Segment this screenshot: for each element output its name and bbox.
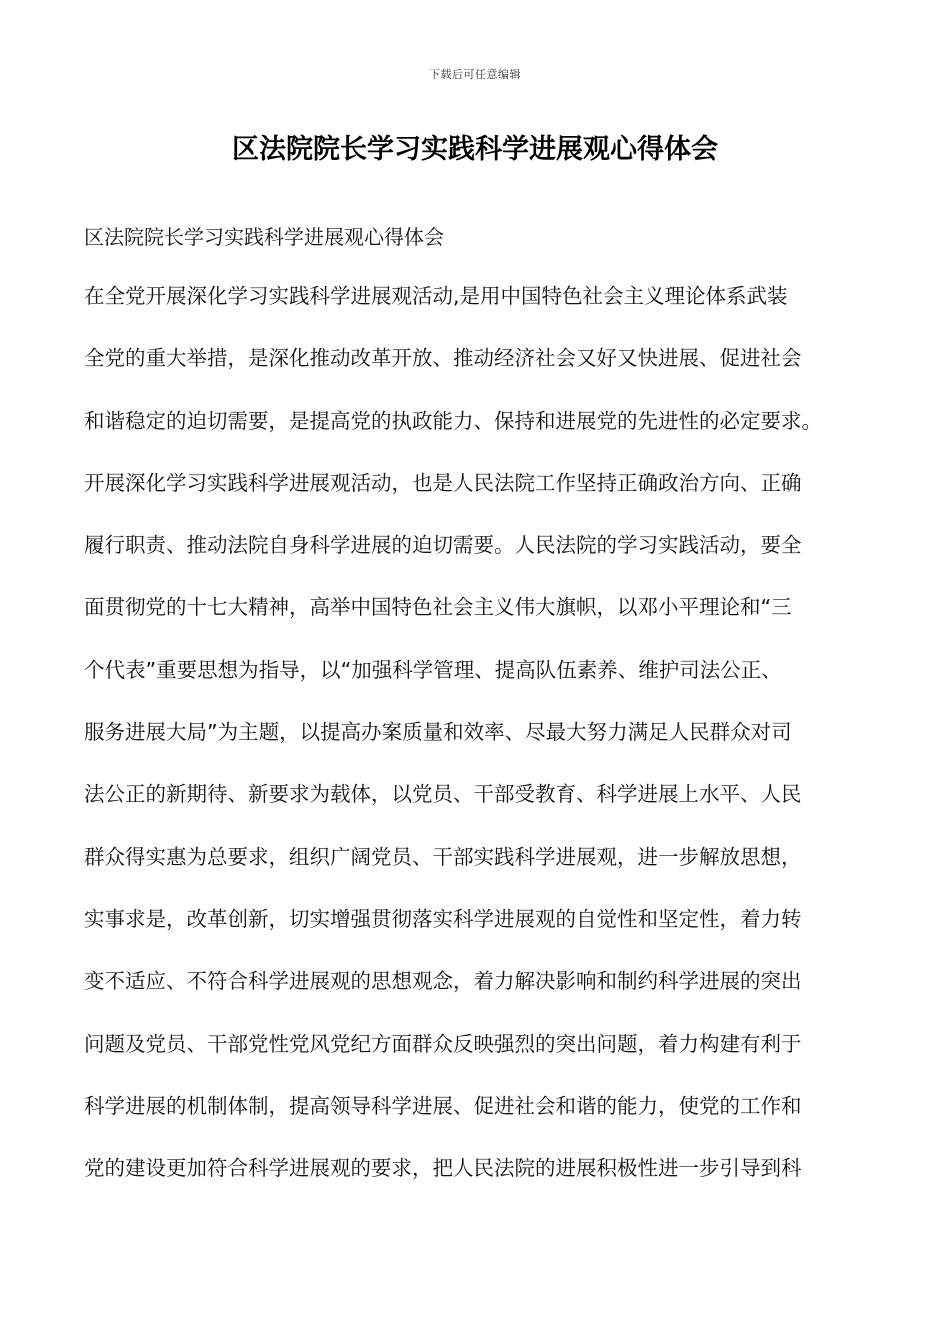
body-line: 全党的重大举措，是深化推动改革开放、推动经济社会又好又快进展、促进社会 [84,346,802,371]
body-line: 科学进展的机制体制，提高领导科学进展、促进社会和谐的能力，使党的工作和 [84,1093,802,1118]
body-line: 履行职责、推动法院自身科学进展的迫切需要。人民法院的学习实践活动，要全 [84,533,802,558]
body-line: 服务进展大局”为主题，以提高办案质量和效率、尽最大努力满足人民群众对司 [84,720,792,745]
document-subtitle: 区法院院长学习实践科学进展观心得体会 [84,225,444,249]
body-line: 群众得实惠为总要求，组织广阔党员、干部实践科学进展观，进一步解放思想， [84,844,802,869]
body-line: 变不适应、不符合科学进展观的思想观念，着力解决影响和制约科学进展的突出 [84,969,802,994]
body-line: 问题及党员、干部党性党风党纪方面群众反映强烈的突出问题，着力构建有利于 [84,1031,802,1056]
header-note: 下载后可任意编辑 [429,68,521,81]
body-line: 个代表”重要思想为指导，以“加强科学管理、提高队伍素养、维护司法公正、 [84,657,782,682]
body-line: 法公正的新期待、新要求为载体，以党员、干部受教育、科学进展上水平、人民 [84,782,802,807]
document-title: 区法院院长学习实践科学进展观心得体会 [232,134,718,165]
body-line: 在全党开展深化学习实践科学进展观活动,是用中国特色社会主义理论体系武装 [84,284,788,308]
body-line: 党的建设更加符合科学进展观的要求，把人民法院的进展积极性进一步引导到科 [84,1156,802,1181]
body-text [84,278,874,1212]
body-line: 实事求是，改革创新，切实增强贯彻落实科学进展观的自觉性和坚定性，着力转 [84,906,802,931]
body-line: 和谐稳定的迫切需要，是提高党的执政能力、保持和进展党的先进性的必定要求。 [84,408,822,433]
body-line: 面贯彻党的十七大精神，高举中国特色社会主义伟大旗帜，以邓小平理论和“三 [84,595,792,620]
body-line: 开展深化学习实践科学进展观活动，也是人民法院工作坚持正确政治方向、正确 [84,470,802,495]
